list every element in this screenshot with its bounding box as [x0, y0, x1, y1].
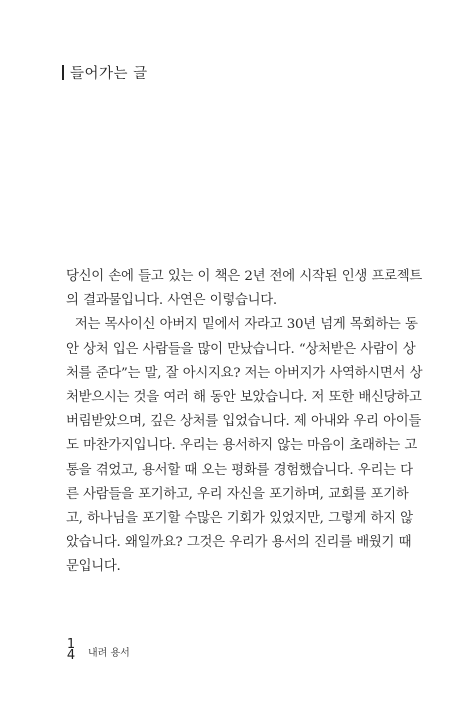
body-line: 도 마찬가지입니다. 우리는 용서하지 않는 마음이 초래하는 고 — [66, 438, 418, 454]
body-line: 른 사람들을 포기하고, 우리 자신을 포기하며, 교회를 포기하 — [66, 486, 409, 502]
running-title: 내려 용서 — [88, 648, 130, 659]
body-line: 통을 겪었고, 용서할 때 오는 평화를 경험했습니다. 우리는 다 — [66, 462, 413, 478]
section-heading-text: 들어가는 글 — [70, 66, 148, 82]
body-line: 문입니다. — [66, 559, 121, 575]
body-line: 안 상처 입은 사람들을 많이 만났습니다. “상처받은 사람이 상 — [66, 341, 416, 357]
body-line: 저는 목사이신 아버지 밑에서 자라고 30년 넘게 목회하는 동 — [66, 317, 418, 333]
body-line: 고, 하나님을 포기할 수많은 기회가 있었지만, 그렇게 하지 않 — [66, 510, 413, 526]
body-text — [66, 265, 423, 579]
page-number: 14 — [66, 637, 76, 663]
section-heading — [62, 62, 148, 83]
body-line: 당신이 손에 들고 있는 이 책은 2년 전에 시작된 인생 프로젝트 — [66, 269, 423, 284]
body-line: 처받으시는 것을 여러 해 동안 보았습니다. 저 또한 배신당하고 — [66, 389, 422, 405]
body-line: 버림받았으며, 깊은 상처를 입었습니다. 제 아내와 우리 아이들 — [66, 414, 421, 430]
body-line: 의 결과물입니다. 사연은 이렇습니다. — [66, 293, 277, 309]
heading-bar-mark — [62, 65, 64, 80]
body-line: 았습니다. 왜일까요? 그것은 우리가 용서의 진리를 배웠기 때 — [66, 535, 412, 551]
body-line: 처를 준다”는 말, 잘 아시지요? 저는 아버지가 사역하시면서 상 — [66, 365, 423, 381]
